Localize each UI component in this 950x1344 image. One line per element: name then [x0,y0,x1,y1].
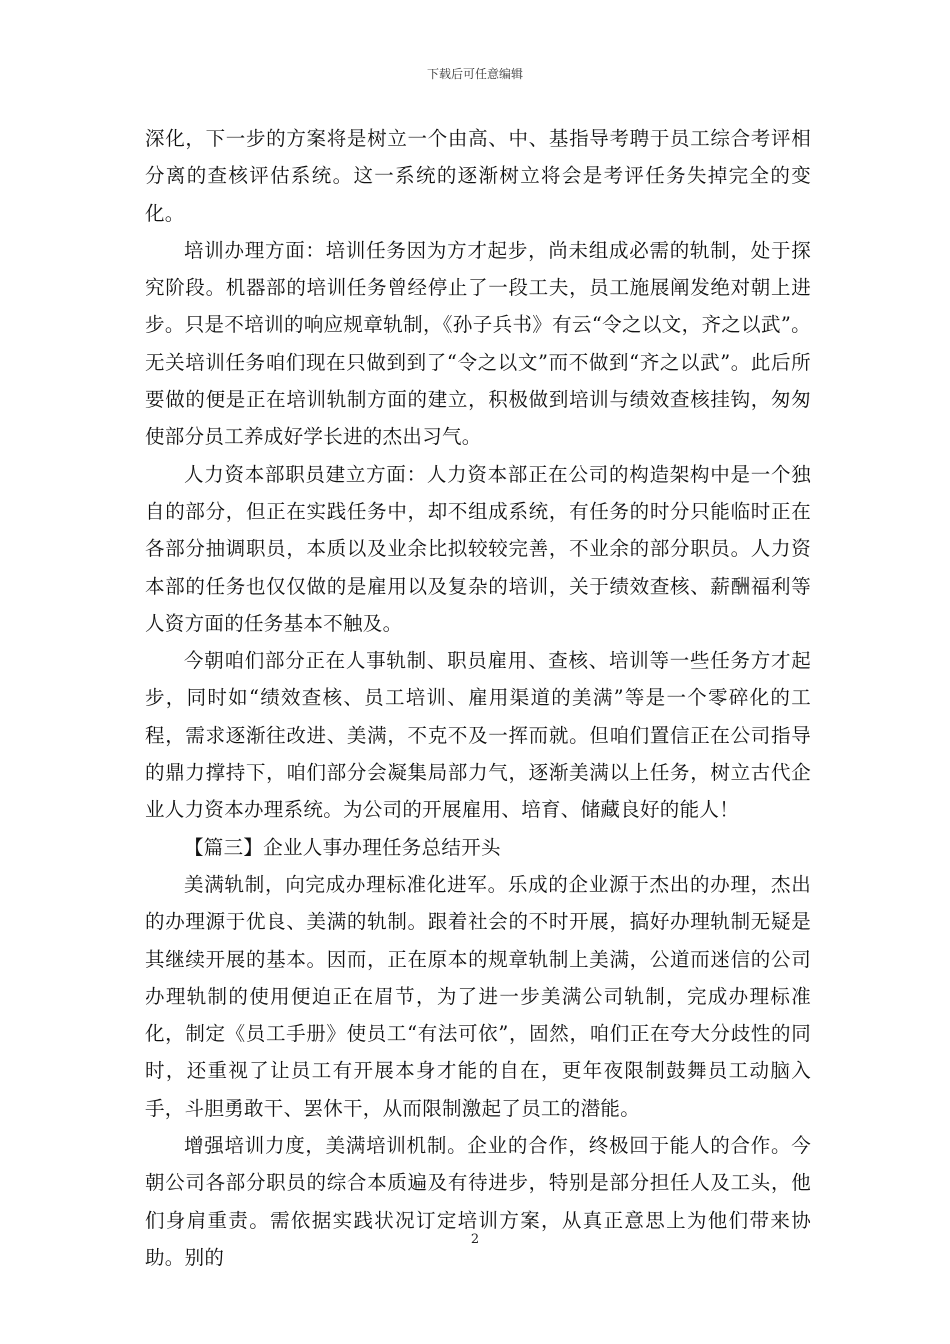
paragraph-1: 深化，下一步的方案将是树立一个由高、中、基指导考聘于员工综合考评相分离的查核评估系统。这一系统的逐渐树立将会是考评任务失掉完全的变化。 [145,127,811,225]
paragraph-3: 人力资本部职员建立方面：人力资本部正在公司的构造架构中是一个独自的部分，但正在实践任务中，却不组成系统，有任务的时分只能临时正在各部分抽调职员，本质以及业余比拟较较完善，不业余的部分职员。人力资本部的任务也仅仅做的是雇用以及复杂的培训，关于绩效查核、薪酬福利等人资方面的任务基本不触及。 [145,462,811,635]
paragraph-6: 美满轨制，向完成办理标准化进军。乐成的企业源于杰出的办理，杰出的办理源于优良、美满的轨制。跟着社会的不时开展，搞好办理轨制无疑是其继续开展的基本。因而，正在原本的规章轨制上美满，公道而迷信的公司办理轨制的使用便迫正在眉节，为了进一步美满公司轨制，完成办理标准化，制定《员工手册》使员工“有法可依”，固然，咱们正在夸大分歧性的同时，还重视了让员工有开展本身才能的自在，更年夜限制鼓舞员工动脑入手，斗胆勇敢干、罢休干，从而限制激起了员工的潜能。 [145,872,811,1120]
page-number: 2 [470,1232,480,1247]
paragraph-4: 今朝咱们部分正在人事轨制、职员雇用、查核、培训等一些任务方才起步，同时如“绩效查核、员工培训、雇用渠道的美满”等是一个零碎化的工程，需求逐渐往改进、美满，不克不及一挥而就。但咱们置信正在公司指导的鼎力撑持下，咱们部分会凝集局部力气，逐渐美满以上任务，树立古代企业人力资本办理系统。为公司的开展雇用、培育、储藏良好的能人！ [145,649,811,822]
page-header: 下载后可任意编辑 [426,67,523,81]
paragraph-7: 增强培训力度，美满培训机制。企业的合作，终极回于能人的合作。今朝公司各部分职员的综合本质遍及有待进步，特别是部分担任人及工头，他们身肩重责。需依据实践状况订定培训方案，从真正意思上为他们带来协助。别的 [145,1134,811,1269]
section-heading: 【篇三】企业人事办理任务总结开头 [184,835,501,859]
paragraph-2: 培训办理方面：培训任务因为方才起步，尚未组成必需的轨制，处于探究阶段。机器部的培训任务曾经停止了一段工夫，员工施展阐发绝对朝上进步。只是不培训的响应规章轨制，《孙子兵书》有云“令之以文，齐之以武”。无关培训任务咱们现在只做到到了“令之以文”而不做到“齐之以武”。此后所要做的便是正在培训轨制方面的建立，积极做到培训与绩效查核挂钩，匆匆使部分员工养成好学长进的杰出习气。 [145,238,811,449]
document-body [145,120,811,1276]
